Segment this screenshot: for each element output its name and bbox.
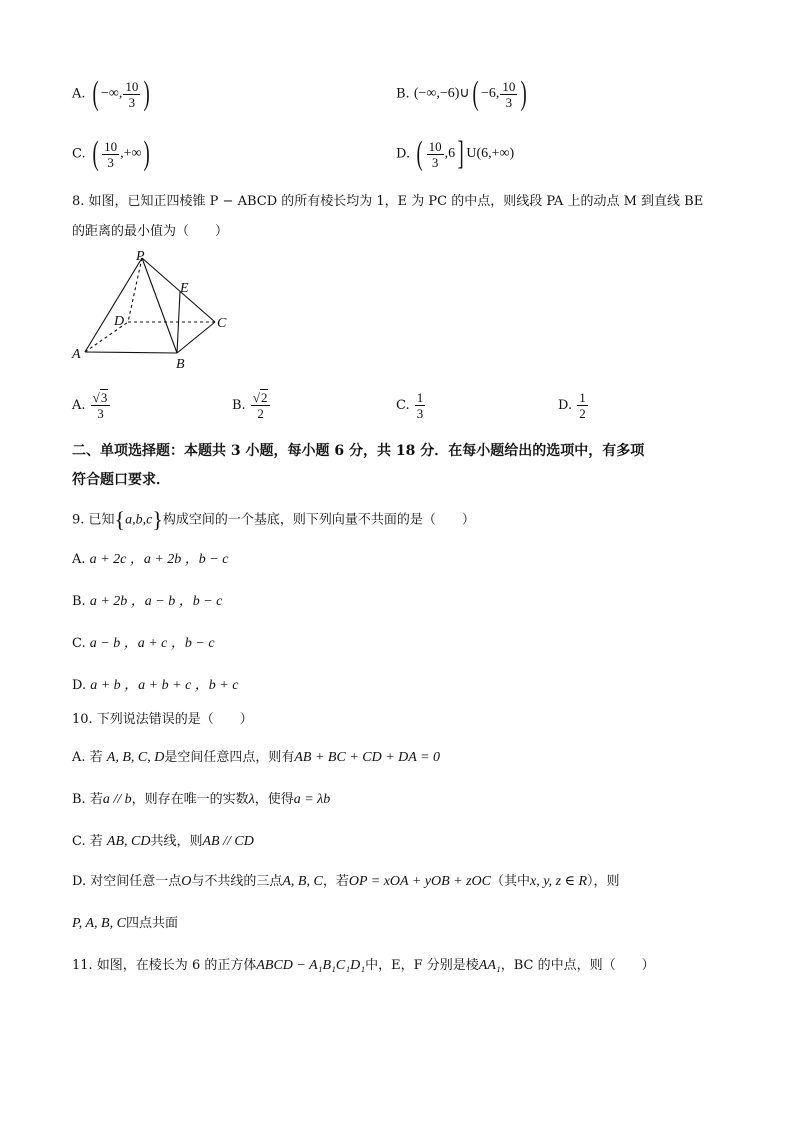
option-text: ，使得 — [254, 792, 294, 807]
option-text: 共线，则 — [150, 834, 203, 849]
option-vectors: a + b ，a + b + c ，b + c — [90, 678, 239, 693]
option-label: C. — [72, 146, 86, 162]
vectors: AB, CD — [106, 834, 151, 849]
numerator: √2 — [251, 390, 271, 406]
edge-ab — [85, 352, 177, 353]
vector-equation: AB + BC + CD + DA = 0 — [294, 750, 441, 765]
option-vectors: a − b ，a + c ，b − c — [89, 636, 215, 651]
option-text: 是空间任意四点，则有 — [164, 750, 295, 765]
option-label: A. — [72, 86, 86, 102]
right-paren: ) — [144, 135, 151, 172]
pyramid-figure — [70, 250, 240, 370]
denominator: 3 — [416, 406, 424, 421]
left-paren: ( — [416, 135, 424, 172]
fraction — [91, 390, 111, 421]
fraction — [500, 79, 517, 110]
option-text: （其中 — [491, 874, 531, 889]
parallel-condition: a // b — [102, 792, 132, 807]
interval-part: (−∞,−6)∪ — [413, 86, 470, 101]
left-paren: ( — [92, 75, 99, 112]
option-label: D. — [558, 398, 573, 413]
left-brace: { — [114, 507, 126, 532]
numerator: 10 — [125, 78, 139, 94]
label-e: E — [180, 281, 189, 296]
right-paren: ) — [520, 75, 528, 112]
stem-suffix: 构成空间的一个基底，则下列向量不共面的是（ ） — [162, 512, 475, 528]
option-text: ，若 — [322, 874, 349, 889]
option-vectors: a + 2b ，a − b ，b − c — [89, 594, 223, 609]
fraction — [251, 390, 271, 421]
q8-option-d — [558, 386, 589, 426]
q9-option-a — [72, 550, 228, 570]
math-points: A, B, C — [282, 874, 323, 889]
denominator: 3 — [505, 94, 513, 110]
vector-equation: a = λb — [293, 792, 331, 807]
left-paren: ( — [92, 135, 99, 172]
denominator: 3 — [107, 154, 114, 170]
right-paren: ) — [143, 75, 151, 112]
cube-name: ABCD − A₁B₁C₁D₁ — [256, 958, 366, 973]
math-points: P, A, B, C — [72, 916, 126, 931]
stem-text: 中，E，F 分别是棱 — [365, 958, 479, 973]
fraction — [123, 79, 140, 110]
option-label: D. — [72, 678, 87, 693]
real-condition: x, y, z ∈ R — [530, 874, 588, 889]
label-a: A — [72, 347, 81, 362]
q9-option-b — [72, 592, 222, 612]
numerator: 10 — [502, 78, 516, 94]
interval-tail: ,6 — [444, 146, 456, 161]
q10-option-b — [72, 790, 330, 810]
radicand: 2 — [260, 390, 268, 405]
left-paren: ( — [472, 75, 479, 112]
denominator: 3 — [431, 154, 439, 170]
edge-pd-hidden — [128, 258, 142, 322]
q9-option-d — [72, 676, 238, 696]
option-prefix: D. 对空间任意一点 — [72, 874, 182, 889]
section-heading-line1: 二、单项选择题：本题共 3 小题，每小题 6 分，共 18 分．在每小题给出的选项中，有多项 — [72, 443, 645, 459]
denominator: 2 — [579, 406, 586, 421]
q10-option-c — [72, 832, 254, 852]
option-label: A. — [72, 552, 86, 567]
denominator: 3 — [128, 94, 136, 110]
q9-stem — [72, 506, 475, 534]
stem-text: ，BC 的中点，则（ ） — [500, 958, 655, 973]
q10-option-a — [72, 748, 440, 768]
edge-pb — [142, 258, 177, 353]
q8-stem-line2: 的距离的最小值为（ ） — [72, 224, 229, 239]
interval-tail: ,+∞ — [120, 146, 142, 161]
option-text: ），则 — [587, 874, 620, 889]
math-points: A, B, C, D — [106, 750, 165, 765]
option-text: 四点共面 — [125, 916, 178, 931]
option-vectors: a + 2c ，a + 2b ，b − c — [89, 552, 229, 567]
q8-option-b — [232, 386, 271, 426]
section-heading-line2: 符合题口要求． — [72, 472, 170, 488]
interval-lead: −∞, — [101, 86, 123, 101]
basis-set: a,b,c — [125, 512, 153, 528]
q8-option-a — [72, 386, 111, 426]
fraction — [415, 390, 426, 421]
numerator: 1 — [579, 390, 586, 405]
option-label: D. — [396, 146, 411, 162]
q7-option-c — [72, 134, 153, 174]
point-o: O — [181, 874, 192, 889]
interval-lead: −6, — [481, 86, 500, 101]
option-label: B. — [232, 398, 246, 413]
q11-stem — [72, 956, 655, 976]
option-label: B. — [396, 86, 410, 102]
q8-option-c — [396, 386, 426, 426]
q10-stem: 10. 下列说法错误的是（ ） — [72, 712, 253, 727]
option-text: 与不共线的三点 — [191, 874, 283, 889]
right-bracket: ] — [457, 135, 464, 172]
edge-bc — [177, 322, 215, 353]
denominator: 3 — [97, 406, 104, 421]
label-c: C — [217, 316, 227, 331]
q7-option-d — [396, 134, 514, 174]
option-label: C. — [72, 636, 86, 651]
label-p: P — [136, 250, 145, 264]
q7-option-b — [396, 74, 530, 114]
option-prefix: A. 若 — [72, 750, 103, 765]
option-label: C. — [396, 398, 410, 413]
radicand: 3 — [100, 390, 108, 405]
option-prefix: C. 若 — [72, 834, 103, 849]
option-label: A. — [72, 398, 86, 413]
fraction — [102, 139, 119, 170]
stem-prefix: 9. 已知 — [72, 512, 115, 528]
option-text: ，则存在唯一的实数 — [131, 792, 249, 807]
q10-option-d-line2 — [72, 914, 178, 934]
label-d: D — [114, 314, 125, 329]
numerator: 1 — [416, 390, 424, 405]
right-brace: } — [152, 507, 163, 532]
fraction — [427, 139, 444, 170]
edge-name: AA₁ — [478, 958, 501, 973]
parallel-lines: AB // CD — [202, 834, 254, 849]
vector-equation: OP = xOA + yOB + zOC — [348, 874, 491, 889]
q8-stem-line1: 8. 如图，已知正四棱锥 P − ABCD 的所有棱长均为 1，E 为 PC 的中点，则线段 PA 上的动点 M 到直线 BE — [72, 194, 704, 209]
fraction — [577, 390, 588, 421]
edge-pa — [85, 258, 142, 352]
option-prefix: B. 若 — [72, 792, 103, 807]
option-label: B. — [72, 594, 86, 609]
q7-option-a — [72, 74, 153, 114]
numerator: 10 — [104, 138, 118, 154]
q9-option-c — [72, 634, 215, 654]
lambda: λ — [248, 792, 255, 807]
label-b: B — [176, 357, 185, 370]
stem-text: 11. 如图，在棱长为 6 的正方体 — [72, 958, 257, 973]
numerator: √3 — [91, 390, 111, 406]
denominator: 2 — [257, 406, 264, 421]
interval-part: U(6,+∞) — [466, 146, 515, 161]
numerator: 10 — [428, 138, 442, 154]
q10-option-d — [72, 872, 620, 892]
